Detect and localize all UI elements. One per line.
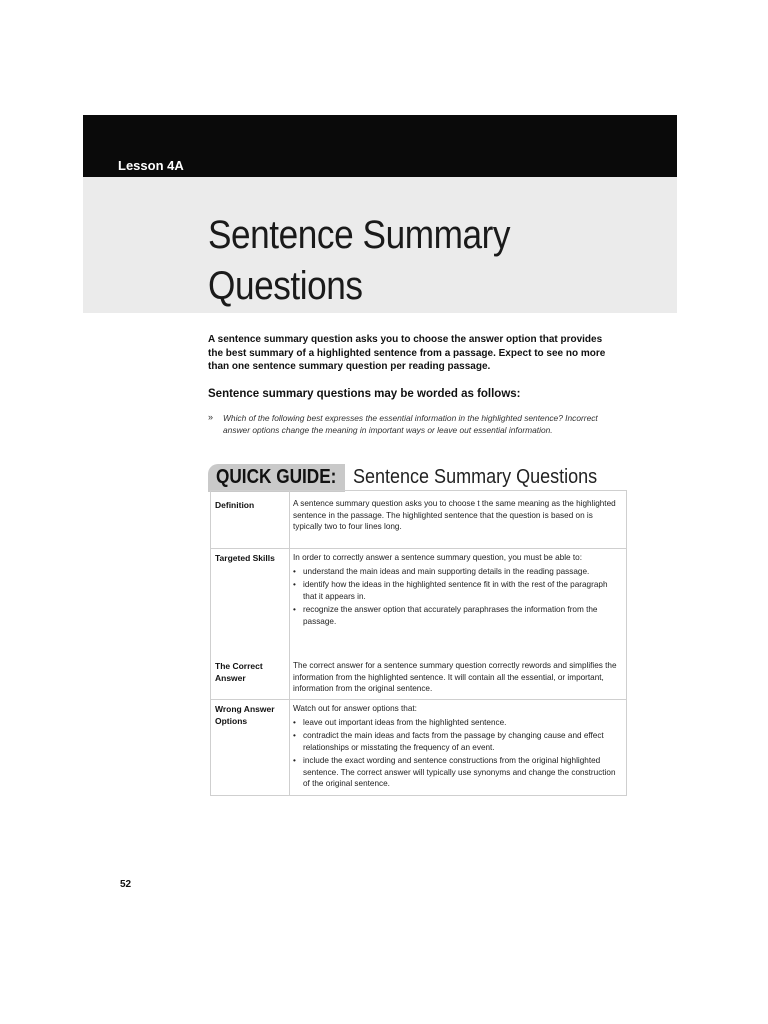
chevron-right-icon: » xyxy=(208,412,214,422)
quick-guide-table xyxy=(210,490,627,796)
table-column-divider xyxy=(289,491,290,795)
row-label-correct-answer: The Correct Answer xyxy=(215,661,263,683)
quick-guide-title: Sentence Summary Questions xyxy=(353,466,598,488)
page-number: 52 xyxy=(120,879,132,890)
lesson-label: Lesson 4A xyxy=(118,158,184,173)
wrong-answers-intro: Watch out for answer options that: xyxy=(293,704,417,713)
targeted-skills-list xyxy=(293,566,621,628)
intro-paragraph: A sentence summary question asks you to choose the answer option that provides the best summary of a highlighted sentence from a passage. Expect to see no more than one sentence summary question per reading passage. xyxy=(208,334,606,372)
list-item: • understand the main ideas and main supporting details in the reading passage. xyxy=(293,566,621,578)
page-title xyxy=(208,210,510,312)
wrong-answers-list xyxy=(293,717,621,790)
row-content-correct-answer xyxy=(293,660,621,695)
row-content-targeted-skills xyxy=(293,552,621,629)
row-content-wrong-answers xyxy=(293,703,621,792)
list-item: • recognize the answer option that accurately paraphrases the information from the passage. xyxy=(293,604,621,627)
example-question-text: Which of the following best expresses the essential information in the highlighted sentence? Incorrect answer options change the meaning in important ways or leave out essential information. xyxy=(223,413,598,435)
list-item: • include the exact wording and sentence constructions from the original highlighted sentence. The correct answer will typically use synonyms and change the construction of the original sentence. xyxy=(293,755,621,790)
page-title-line-1: Sentence Summary xyxy=(208,213,511,257)
targeted-skills-intro: In order to correctly answer a sentence summary question, you must be able to: xyxy=(293,553,582,562)
table-row-separator xyxy=(211,699,626,700)
row-label-targeted-skills: Targeted Skills xyxy=(215,553,275,563)
row-label-definition: Definition xyxy=(215,500,255,510)
row-label-wrong-answers: Wrong Answer Options xyxy=(215,704,275,726)
table-row-separator xyxy=(211,548,626,549)
list-item: • contradict the main ideas and facts from the passage by changing cause and effect relationships or misstating the frequency of an event. xyxy=(293,730,621,753)
list-item: • identify how the ideas in the highlighted sentence fit in with the rest of the paragraph that it appears in. xyxy=(293,579,621,602)
list-item: • leave out important ideas from the highlighted sentence. xyxy=(293,717,621,729)
quick-guide-label: QUICK GUIDE: xyxy=(216,466,337,488)
section-subheading: Sentence summary questions may be worded as follows: xyxy=(208,388,521,400)
row-content-definition xyxy=(293,498,621,533)
page-title-line-2: Questions xyxy=(208,264,363,308)
correct-answer-text: The correct answer for a sentence summary question correctly rewords and simplifies the information from the highlighted sentence. It will contain all the essential, or important, information from the original sentence. xyxy=(293,661,617,693)
definition-text: A sentence summary question asks you to choose t the same meaning as the highlighted sentence in the passage. The highlighted sentence that the question is based on is typically two to four lines long. xyxy=(293,499,616,531)
